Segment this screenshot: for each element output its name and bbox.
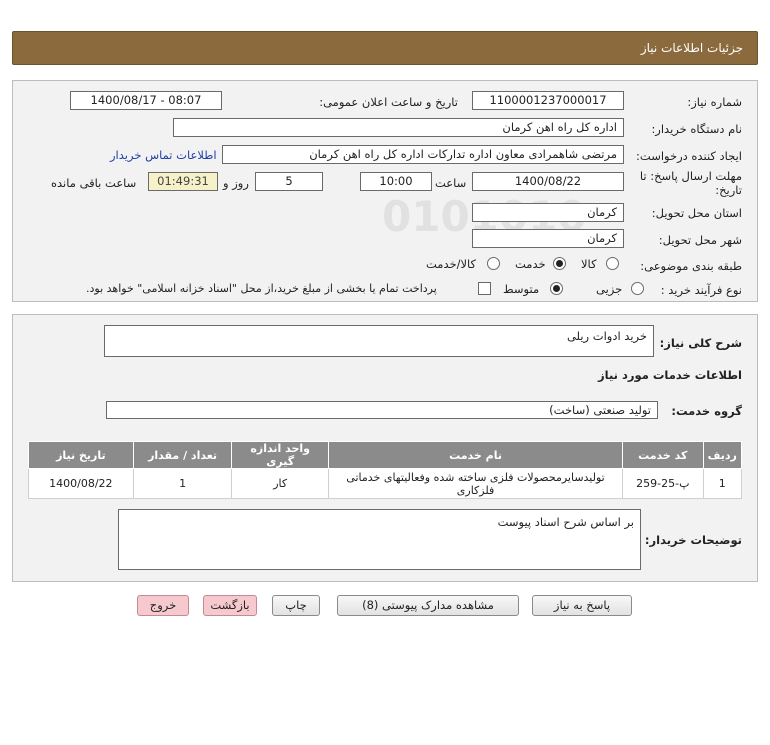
col-header-service-code: کد خدمت bbox=[623, 442, 704, 469]
cell-service-code: پ-25-259 bbox=[623, 469, 704, 499]
creator-label: ایجاد کننده درخواست: bbox=[636, 149, 742, 163]
category-option-goods: کالا bbox=[581, 257, 597, 271]
announce-datetime-field: 1400/08/17 - 08:07 bbox=[70, 91, 222, 110]
remaining-time-label: ساعت باقی مانده bbox=[51, 176, 137, 190]
time-label: ساعت bbox=[435, 176, 467, 190]
services-table bbox=[28, 441, 742, 499]
page-header bbox=[12, 31, 758, 65]
col-header-unit: واحد اندازه گیری bbox=[232, 442, 329, 469]
cell-service-name: تولیدسایرمحصولات فلزی ساخته شده وفعالیتهای خدماتی فلزکاری bbox=[329, 469, 623, 499]
buyer-org-label: نام دستگاه خریدار: bbox=[651, 122, 742, 136]
days-label: روز و bbox=[223, 176, 249, 190]
buyer-notes-field: بر اساس شرح اسناد پیوست bbox=[118, 509, 641, 570]
buyer-contact-link[interactable]: اطلاعات تماس خریدار bbox=[110, 148, 217, 162]
category-radio-service[interactable] bbox=[553, 257, 566, 270]
days-field: 5 bbox=[255, 172, 323, 191]
need-number-label: شماره نیاز: bbox=[687, 95, 742, 109]
general-description-field: خرید ادوات ریلی bbox=[104, 325, 654, 357]
services-heading: اطلاعات خدمات مورد نیاز bbox=[598, 368, 742, 382]
category-label: طبقه بندی موضوعی: bbox=[640, 259, 742, 273]
province-field: کرمان bbox=[472, 203, 624, 222]
city-label: شهر محل تحویل: bbox=[658, 233, 742, 247]
process-radio-minor[interactable] bbox=[631, 282, 644, 295]
process-option-minor: جزیی bbox=[596, 282, 623, 296]
announce-datetime-label: تاریخ و ساعت اعلان عمومی: bbox=[319, 95, 458, 109]
cell-need-date: 1400/08/22 bbox=[29, 469, 134, 499]
cell-quantity: 1 bbox=[133, 469, 232, 499]
view-attachments-button[interactable]: مشاهده مدارک پیوستی (8) bbox=[337, 595, 519, 616]
process-option-medium: متوسط bbox=[503, 282, 540, 296]
back-button[interactable]: بازگشت bbox=[203, 595, 257, 616]
deadline-label: مهلت ارسال پاسخ: تا bbox=[639, 169, 742, 183]
cell-unit: کار bbox=[232, 469, 329, 499]
col-header-service-name: نام خدمت bbox=[329, 442, 623, 469]
page-title: جزئیات اطلاعات نیاز bbox=[640, 41, 743, 55]
deadline-date-label: تاریخ: bbox=[715, 183, 742, 197]
remaining-time-field: 01:49:31 bbox=[148, 172, 218, 191]
category-option-goods-service: کالا/خدمت bbox=[426, 257, 477, 271]
deadline-time-field: 10:00 bbox=[360, 172, 432, 191]
deadline-date-field: 1400/08/22 bbox=[472, 172, 624, 191]
process-radio-medium[interactable] bbox=[550, 282, 563, 295]
service-group-label: گروه خدمت: bbox=[671, 404, 742, 418]
col-header-row-number: ردیف bbox=[703, 442, 741, 469]
category-option-service: خدمت bbox=[515, 257, 546, 271]
category-radio-goods[interactable] bbox=[606, 257, 619, 270]
treasury-payment-note: پرداخت تمام یا بخشی از مبلغ خرید،از محل "اسناد خزانه اسلامی" خواهد بود. bbox=[86, 282, 437, 295]
buyer-notes-label: توضیحات خریدار: bbox=[644, 533, 742, 547]
cell-row-number: 1 bbox=[703, 469, 741, 499]
reply-to-need-button[interactable]: پاسخ به نیاز bbox=[532, 595, 632, 616]
city-field: کرمان bbox=[472, 229, 624, 248]
col-header-quantity: تعداد / مقدار bbox=[133, 442, 232, 469]
need-number-field: 1100001237000017 bbox=[472, 91, 624, 110]
print-button[interactable]: چاپ bbox=[272, 595, 320, 616]
buyer-org-field: اداره کل راه اهن کرمان bbox=[173, 118, 624, 137]
creator-field: مرتضی شاهمرادی معاون اداره تدارکات اداره کل راه اهن کرمان bbox=[222, 145, 624, 164]
treasury-payment-checkbox[interactable] bbox=[478, 282, 491, 295]
exit-button[interactable]: خروج bbox=[137, 595, 189, 616]
table-row bbox=[29, 469, 742, 499]
service-group-field: تولید صنعتی (ساخت) bbox=[106, 401, 658, 419]
process-type-label: نوع فرآیند خرید : bbox=[660, 283, 742, 297]
province-label: استان محل تحویل: bbox=[651, 206, 742, 220]
general-description-label: شرح کلی نیاز: bbox=[659, 336, 742, 350]
col-header-need-date: تاریخ نیاز bbox=[29, 442, 134, 469]
table-header-row bbox=[29, 442, 742, 469]
category-radio-goods-service[interactable] bbox=[487, 257, 500, 270]
